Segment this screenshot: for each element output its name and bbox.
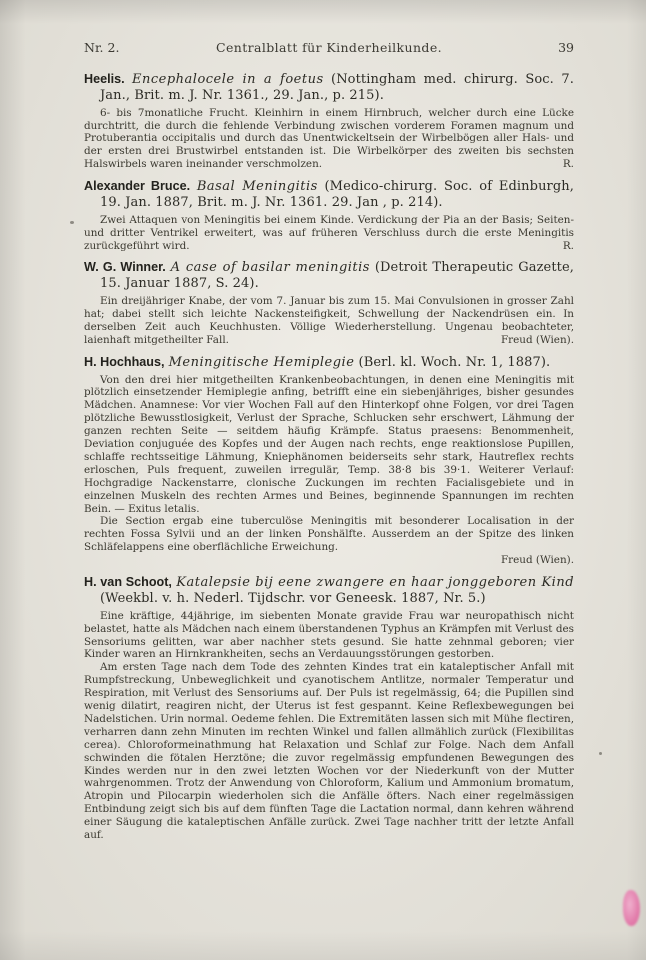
entry-author: H. van Schoot,	[84, 575, 172, 590]
entry-van-schoot	[84, 575, 574, 842]
entry-heading	[84, 179, 574, 211]
pink-stain	[623, 890, 640, 926]
entry-paragraph: 6- bis 7monatliche Frucht. Kleinhirn in einem Hirnbruch, welcher durch eine Lücke durchtritt, die durch die fehlende Verbindung zwischen vorderem Foramen magnum und Protuberantia occipitalis und durch das Unentwickeltsein der Wirbelbögen aller Hals- und der ersten drei Brustwirbel entstanden ist. Die Wirbelkörper des zweiten bis sechsten Halswirbels waren ineinander verschmolzen.	[84, 106, 574, 171]
reviewer-signature: Freud (Wien).	[500, 333, 574, 346]
entry-source: (Weekbl. v. h. Nederl. Tijdschr. vor Geneesk. 1887, Nr. 5.)	[100, 590, 486, 606]
scan-speck	[70, 221, 74, 224]
entry-heading	[84, 355, 574, 371]
entry-author: Alexander Bruce.	[84, 179, 191, 194]
entry-paragraph: Von den drei hier mitgetheilten Krankenbeobachtungen, in denen eine Meningitis mit plötzlich einsetzender Hemiplegie anfing, betrifft eine ein siebenjähriges, bisher gesundes Mädchen. Anamnese: Vor vier Wochen Fall auf den Hinterkopf ohne Folgen, vor drei Tagen plötzliche Bewusstlosigkeit, Verlust der Sprache, Schlucken sehr erschwert, Lähmung der ganzen rechten Seite — seitdem häufig Krämpfe. Status praesens: Benommenheit, Deviation conjuguée des Kopfes und der Augen nach rechts, enge reaktionslose Pupillen, schlaffe rechtsseitige Lähmung, Kniephänomen beiderseits sehr stark, Hautreflex rechts erloschen, Puls frequent, zuweilen irregulär, Temp. 38·8 bis 39·1. Weiterer Verlauf: Hochgradige Nackenstarre, clonische Zuckungen im rechten Facialisgebiete und in einzelnen Muskeln des rechten Armes und Beines, beginnende Spannungen im rechten Bein. — Exitus letalis.	[84, 373, 574, 515]
scan-speck	[599, 752, 602, 755]
entry-title: Katalepsie bij eene zwangere en haar jonggeboren Kind	[176, 575, 575, 591]
entry-source: (Detroit Therapeutic Gazette, 15. Januar 1887, S. 24).	[100, 260, 574, 292]
entry-paragraph: Die Section ergab eine tuberculöse Meningitis mit besonderer Localisation in der rechten Fossa Sylvii und an der linken Ponshälfte. Ausserdem an der Spitze des linken Schläfelappens eine oberflächliche Erweichung.	[84, 515, 574, 554]
entry-author: H. Hochhaus,	[84, 354, 165, 369]
entry-bruce	[84, 179, 574, 252]
entry-heading	[84, 575, 574, 607]
entry-author: W. G. Winner.	[84, 260, 166, 275]
page-number: 39	[558, 40, 574, 55]
entry-title: A case of basilar meningitis	[170, 260, 370, 276]
entry-author: Heelis.	[84, 72, 125, 86]
entry-paragraph: Ein dreijähriger Knabe, der vom 7. Januar bis zum 15. Mai Convulsionen in grosser Zahl hat; dabei stellt sich leichte Nackensteifigkeit, Schwellung der Nackendrüsen ein. In derselben Zeit auch Keuchhusten. Völlige Wiederherstellung. Ungenau beobachteter, laienhaft mitgetheilter Fall.	[84, 295, 574, 346]
entry-hochhaus	[84, 355, 574, 567]
page-header	[84, 40, 574, 55]
entry-source: (Berl. kl. Woch. Nr. 1, 1887).	[358, 354, 551, 370]
entry-paragraph: Eine kräftige, 44jährige, im siebenten Monate gravide Frau war neuropathisch nicht belastet, hatte als Mädchen nach einem überstandenen Typhus an Krämpfen mit Verlust des Sensoriums gelitten, war aber nachher stets gesund. Sie hatte zehnmal geboren; vier Kinder waren an Hirnkrankheiten, sechs an Verdauungsstörungen gestorben.	[84, 609, 574, 661]
reviewer-signature: R.	[562, 158, 574, 171]
reviewer-signature: R.	[562, 239, 574, 252]
entry-winner	[84, 260, 574, 346]
reviewer-signature: Freud (Wien).	[500, 554, 574, 567]
entry-title: Basal Meningitis	[196, 179, 318, 195]
issue-number: Nr. 2.	[84, 40, 120, 55]
entry-paragraph: Zwei Attaquen von Meningitis bei einem Kinde. Verdickung der Pia an der Basis; Seiten- und dritter Ventrikel erweitert, was auf früheren Verschluss durch die erste Meningitis zurückgeführt wird.	[84, 213, 574, 252]
entry-title: Encephalocele in a foetus	[132, 72, 324, 87]
entry-source: (Nottingham med. chirurg. Soc. 7. Jan., Brit. m. J. Nr. 1361., 29. Jan., p. 215).	[100, 72, 574, 103]
entry-title: Meningitische Hemiplegie	[168, 354, 355, 370]
entry-heading	[84, 260, 574, 292]
entry-heading	[84, 72, 574, 104]
entry-source: (Medico-chirurg. Soc. of Edinburgh, 19. Jan. 1887, Brit. m. J. Nr. 1361. 29. Jan , p. 214).	[100, 179, 574, 210]
entry-paragraph: Am ersten Tage nach dem Tode des zehnten Kindes trat ein kataleptischer Anfall mit Rumpfstreckung, Unbeweglichkeit und cyanotischem Antlitze, normaler Temperatur und Respiration, mit Verlust des Sensoriums auf. Der Puls ist regelmässig, 64; die Pupillen sind wenig dilatirt, reagiren nicht, der Uterus ist fest gespannt. Keine Reflexbewegungen bei Nadelstichen. Urin normal. Oedeme fehlen. Die Extremitäten lassen sich mit Mühe flectiren, verharren dann zehn Minuten im rechten Winkel und fallen allmählich zurück (Flexibilitas cerea). Chloroformeinathmung hat Relaxation und Schlaf zur Folge. Nach dem Anfall schwinden die fötalen Herztöne; die zuvor regelmässig empfundenen Bewegungen des Kindes werden nur in den zwei letzten Wochen vor der Niederkunft von der Mutter wahrgenommen. Trotz der Anwendung von Chloroform, Kalium und Ammonium bromatum, Atropin und Pilocarpin wiederholen sich die Anfälle öfters. Nach einer regelmässigen Entbindung zeigt sich bis auf dem fünften Tage die Lactation normal, dann kehren während einer Säugung die kataleptischen Anfälle zurück. Zwei Tage nachher tritt der letzte Anfall auf.	[84, 661, 574, 842]
entry-heelis	[84, 72, 574, 171]
journal-title: Centralblatt für Kinderheilkunde.	[215, 40, 442, 55]
